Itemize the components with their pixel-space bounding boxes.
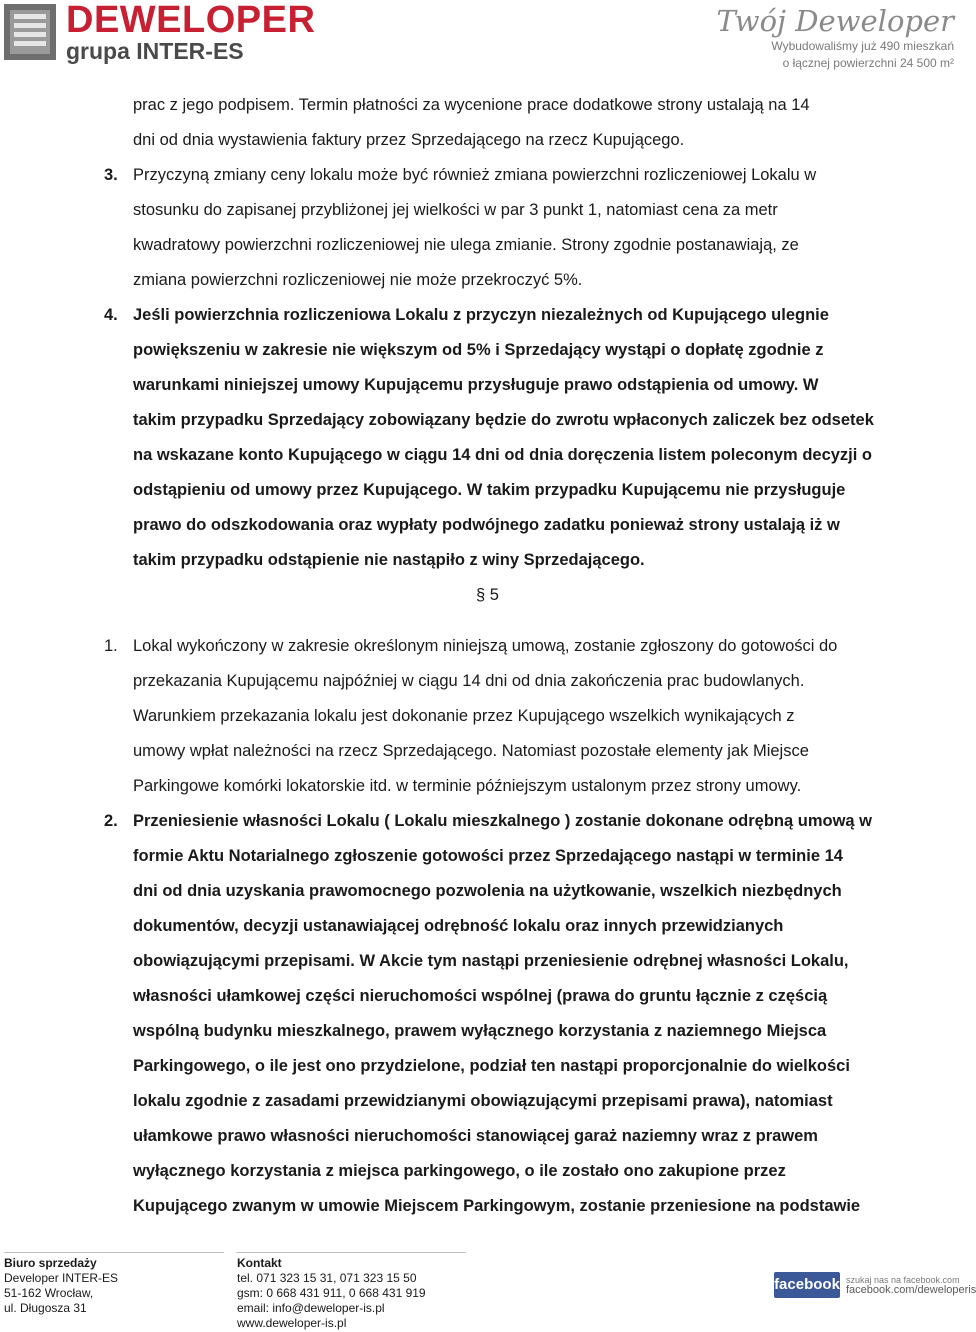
text-line: Przeniesienie własności Lokalu ( Lokalu mieszkalnego ) zostanie dokonane odrębną umową w: [133, 812, 873, 830]
footer-website-link[interactable]: www.deweloper-is.pl: [237, 1316, 347, 1330]
text-line: Przyczyną zmiany ceny lokalu może być również zmiana powierzchni rozliczeniowej Lokalu w: [133, 166, 817, 184]
brand-subtitle: grupa INTER-ES: [66, 38, 244, 64]
footer-phone: tel. 071 323 15 31, 071 323 15 50: [237, 1271, 417, 1285]
text-line: Jeśli powierzchnia rozliczeniowa Lokalu z przyczyn niezależnych od Kupującego ulegnie: [133, 306, 829, 324]
text-line: zmiana powierzchni rozliczeniowej nie może przekroczyć 5%.: [133, 271, 583, 289]
footer-gsm: gsm: 0 668 431 911, 0 668 431 919: [237, 1286, 426, 1300]
brand-name: DEWELOPER: [66, 0, 316, 41]
text-line: kwadratowy powierzchni rozliczeniowej nie ulega zmianie. Strony zgodnie postanawiają, ze: [133, 236, 799, 254]
item-number: 2.: [104, 812, 118, 830]
section-heading: § 5: [476, 586, 499, 604]
text-line: umowy wpłat należności na rzecz Sprzedającego. Natomiast pozostałe elementy jak Miejsce: [133, 742, 809, 760]
text-line: Lokal wykończony w zakresie określonym niniejszą umową, zostanie zgłoszony do gotowości do: [133, 637, 838, 655]
tagline-title: Twój Deweloper: [716, 4, 954, 38]
item-number: 4.: [104, 306, 118, 324]
text-line: Warunkiem przekazania lokalu jest dokonanie przez Kupującego wszelkich wynikających z: [133, 707, 795, 725]
text-line: Parkingowego, o ile jest ono przydzielone, podział ten nastąpi proporcjonalnie do wielkości: [133, 1057, 850, 1075]
text-line: dni od dnia uzyskania prawomocnego pozwolenia na użytkowanie, wszelkich niezbędnych: [133, 882, 842, 900]
text-line: powiększeniu w zakresie nie większym od 5% i Sprzedający wystąpi o dopłatę zgodnie z: [133, 341, 824, 359]
text-line: przekazania Kupującemu najpóźniej w ciągu 14 dni od dnia zakończenia prac budowlanych.: [133, 672, 805, 690]
building-logo-icon: [4, 4, 56, 60]
footer-office-heading: Biuro sprzedaży: [4, 1256, 97, 1270]
footer-contact: [237, 1256, 426, 1331]
text-line: wyłącznego korzystania z miejsca parkingowego, o ile zostało ono zakupione przez: [133, 1162, 786, 1180]
tagline-line: Wybudowaliśmy już 490 mieszkań: [771, 39, 954, 53]
text-line: dni od dnia wystawienia faktury przez Sprzedającego na rzecz Kupującego.: [133, 131, 685, 149]
text-line: odstąpieniu od umowy przez Kupującego. W takim przypadku Kupującemu nie przysługuje: [133, 481, 846, 499]
footer-divider: [4, 1252, 224, 1253]
text-line: lokalu zgodnie z zasadami przewidzianymi obowiązującymi przepisami prawa), natomiast: [133, 1092, 833, 1110]
text-line: dokumentów, decyzji ustanawiającej odrębność lokalu oraz innych przewidzianych: [133, 917, 784, 935]
footer-office: [4, 1256, 118, 1316]
tagline-line: o łącznej powierzchni 24 500 m²: [782, 56, 954, 70]
footer-office-line: 51-162 Wrocław,: [4, 1286, 94, 1300]
footer-office-line: Developer INTER-ES: [4, 1271, 119, 1285]
text-line: takim przypadku odstąpienie nie nastąpiło z winy Sprzedającego.: [133, 551, 645, 569]
tagline-block: [716, 4, 954, 72]
page-footer: [0, 1248, 976, 1332]
text-line: Kupującego zwanym w umowie Miejscem Parkingowym, zostanie przeniesione na podstawie: [133, 1197, 861, 1215]
facebook-caption: [846, 1275, 976, 1295]
text-line: na wskazane konto Kupującego w ciągu 14 dni od dnia doręczenia listem poleconym decyzji o: [133, 446, 873, 464]
text-line: prac z jego podpisem. Termin płatności za wycenione prace dodatkowe strony ustalają na 14: [133, 96, 810, 114]
page-header: [0, 0, 960, 80]
text-line: ułamkowe prawo własności nieruchomości stanowiącej garaż naziemny wraz z prawem: [133, 1127, 818, 1145]
text-line: obowiązującymi przepisami. W Akcie tym nastąpi przeniesienie odrębnej własności Lokalu,: [133, 952, 849, 970]
facebook-icon[interactable]: facebook: [774, 1272, 840, 1298]
footer-office-line: ul. Długosza 31: [4, 1301, 87, 1315]
footer-email-link[interactable]: email: info@deweloper-is.pl: [237, 1301, 385, 1315]
text-line: prawo do odszkodowania oraz wypłaty podwójnego zadatku ponieważ strony ustalają iż w: [133, 516, 840, 534]
text-line: Parkingowe komórki lokatorskie itd. w terminie późniejszym ustalonym przez strony umowy.: [133, 777, 802, 795]
text-line: wspólną budynku mieszkalnego, prawem wyłącznego korzystania z naziemnego Miejsca: [133, 1022, 827, 1040]
text-line: takim przypadku Sprzedający zobowiązany będzie do zwrotu wpłaconych zaliczek bez odsetek: [133, 411, 874, 429]
text-line: formie Aktu Notarialnego zgłoszenie gotowości przez Sprzedającego nastąpi w terminie 14: [133, 847, 843, 865]
text-line: warunkami niniejszej umowy Kupującemu przysługuje prawo odstąpienia od umowy. W: [133, 376, 819, 394]
item-number: 3.: [104, 166, 118, 184]
brand-block: [66, 0, 315, 62]
facebook-caption-line: szukaj nas na facebook.com: [846, 1275, 960, 1285]
footer-divider: [236, 1252, 466, 1253]
text-line: własności ułamkowej części nieruchomości wspólnej (prawa do gruntu łącznie z częścią: [133, 987, 828, 1005]
facebook-link[interactable]: facebook.com/deweloperis: [846, 1284, 976, 1296]
item-number: 1.: [104, 637, 118, 655]
footer-contact-heading: Kontakt: [237, 1256, 282, 1270]
text-line: stosunku do zapisanej przybliżonej jej wielkości w par 3 punkt 1, natomiast cena za metr: [133, 201, 778, 219]
